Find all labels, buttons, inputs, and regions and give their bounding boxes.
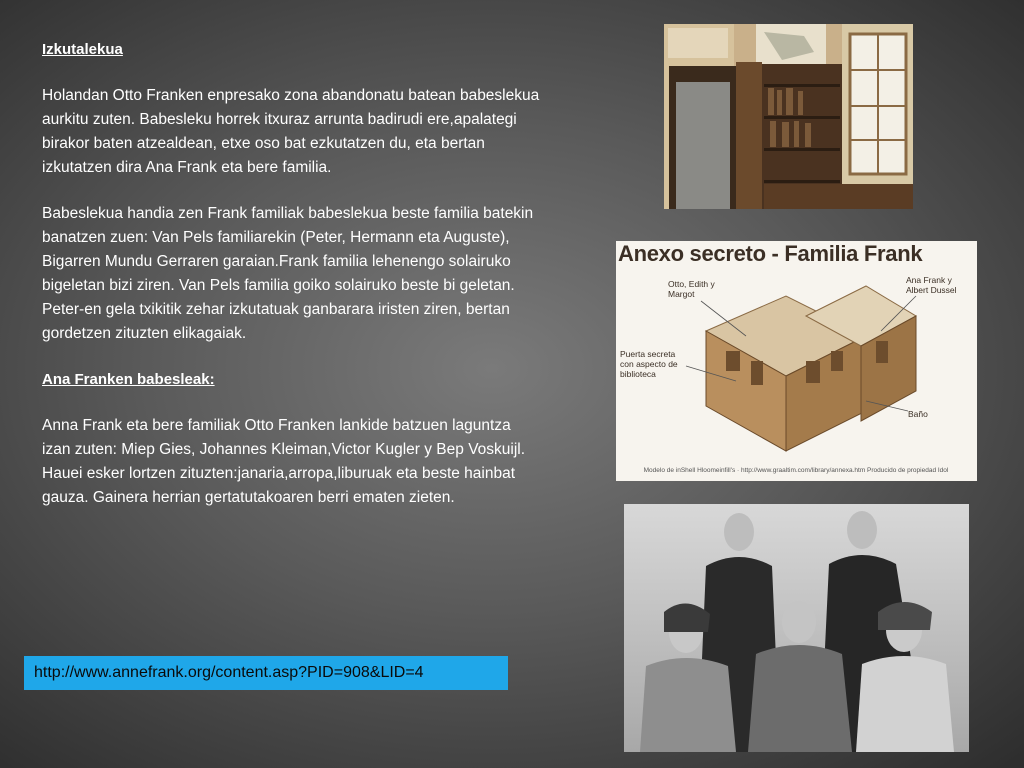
hideout-photo bbox=[664, 24, 913, 209]
annex-label-ana: Ana Frank y Albert Dussel bbox=[906, 275, 957, 295]
annex-label-door: Puerta secreta con aspecto de biblioteca bbox=[620, 349, 678, 379]
text-column bbox=[42, 38, 542, 510]
paragraph-protectors: Anna Frank eta bere familiak Otto Franken lankide batzuen laguntza izan zuten: Miep Gies, Johannes Kleiman,Victor Kugler y Bep Voskuijl. Hauei esker lortzen zituzten:janaria,arropa,liburuak eta beste hainbat gauza. Gainera herrian gertatutakoaren berri ematen zieten. bbox=[42, 417, 526, 506]
annex-footer: Modelo de inShell Hloomeinfill's · http://www.graaltim.com/library/annexa.htm Producido de propiedad Idol bbox=[643, 467, 949, 474]
annex-label-otto: Otto, Edith y Margot bbox=[668, 279, 715, 299]
helpers-group-photo bbox=[624, 504, 969, 752]
annex-diagram-image bbox=[616, 241, 977, 481]
heading-izkutalekua: Izkutalekua bbox=[42, 41, 123, 58]
paragraph-hideout: Holandan Otto Franken enpresako zona abandonatu batean babeslekua aurkitu zuten. Babesleku horrek itxuraz arrunta badirudi ere,apalategi birakor baten atzealdean, etxe oso bat ezkutatzen du, eta bertan izkutatzen dira Ana Frank eta bere familia. bbox=[42, 87, 540, 176]
heading-protectors: Ana Franken babesleak: bbox=[42, 371, 215, 388]
source-link[interactable]: http://www.annefrank.org/content.asp?PID=908&LID=4 bbox=[24, 656, 508, 690]
annex-label-bath: Baño bbox=[908, 409, 928, 419]
paragraph-families: Babeslekua handia zen Frank familiak babeslekua beste familia batekin banatzen zuen: Van Pels familiarekin (Peter, Hermann eta Auguste), Bigarren Mundu Gerraren garaian.Frank familia lehenengo solairuko bigeletan bizi ziren. Van Pels familia goiko solairuko beste bi geletan. Peter-en gela txikitik zehar izkutatuak ganbarara iristen ziren, bertan gordetzen zituzten elikagaiak. bbox=[42, 205, 534, 342]
annex-title: Anexo secreto - Familia Frank bbox=[618, 241, 923, 266]
